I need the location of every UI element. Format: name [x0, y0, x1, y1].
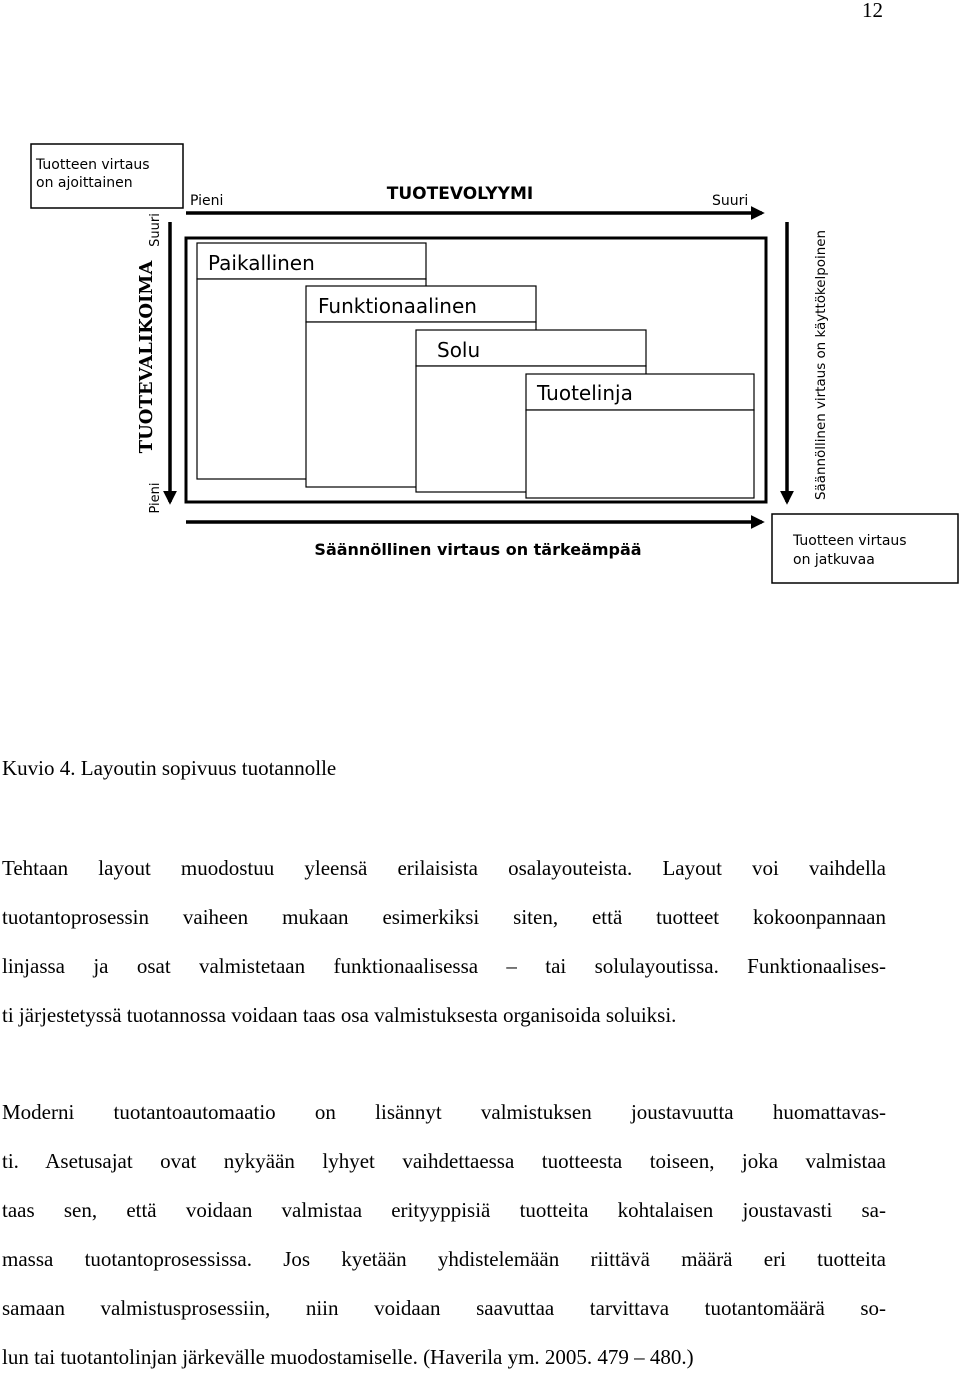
- layout-suitability-diagram: [0, 0, 960, 600]
- paragraph: [2, 1096, 886, 1390]
- corner-box-intermittent-line1: Tuotteen virtaus: [36, 157, 150, 173]
- top-axis-start-label: Pieni: [190, 193, 224, 209]
- corner-box-intermittent-line2: on ajoittainen: [36, 175, 133, 191]
- paragraph-line: massa tuotantoprosessissa. Jos kyetään yhdistelemään riittävä määrä eri tuotteita: [2, 1247, 886, 1271]
- paragraph-line: ti. Asetusajat ovat nykyään lyhyet vaihdettaessa tuotteesta toiseen, joka valmistaa: [2, 1149, 886, 1173]
- paragraph-line: linjassa ja osat valmistetaan funktionaalisessa – tai solulayoutissa. Funktionaalises-: [2, 954, 886, 978]
- paragraph: [2, 852, 886, 1048]
- paragraph-line: Moderni tuotantoautomaatio on lisännyt valmistuksen joustavuutta huomattavas-: [2, 1100, 886, 1124]
- top-axis-end-label: Suuri: [712, 193, 749, 209]
- paragraph-line: samaan valmistusprosessiin, niin voidaan saavuttaa tarvittava tuotantomäärä so-: [2, 1296, 886, 1320]
- corner-box-continuous-line1: Tuotteen virtaus: [793, 533, 907, 549]
- layout-box-tuotelinja: [526, 374, 754, 498]
- paragraph-line: ti järjestetyssä tuotannossa voidaan taas osa valmistuksesta organisoida soluiksi.: [2, 1003, 677, 1027]
- top-axis-title: TUOTEVOLYYMI: [386, 184, 534, 204]
- paragraph-line: lun tai tuotantolinjan järkevälle muodostamiselle. (Haverila ym. 2005. 479 – 480.): [2, 1345, 694, 1369]
- left-axis-start-label: Suuri: [148, 213, 163, 247]
- paragraph-line: Tehtaan layout muodostuu yleensä erilaisista osalayouteista. Layout voi vaihdella: [2, 856, 886, 880]
- right-axis-label: Säännöllinen virtaus on käyttökelpoinen: [814, 238, 829, 500]
- left-axis-end-label: Pieni: [148, 482, 163, 514]
- paragraph-line: taas sen, että voidaan valmistaa erityyppisiä tuotteita kohtalaisen joustavasti sa-: [2, 1198, 886, 1222]
- corner-box-continuous-line2: on jatkuvaa: [793, 552, 875, 568]
- layout-label-solu: Solu: [437, 338, 481, 362]
- layout-label-paikallinen: Paikallinen: [208, 251, 315, 275]
- figure-caption: Kuvio 4. Layoutin sopivuus tuotannolle: [2, 756, 337, 780]
- layout-label-tuotelinja: Tuotelinja: [537, 381, 633, 405]
- page-number: 12: [862, 0, 883, 22]
- paragraph-line: tuotantoprosessin vaiheen mukaan esimerkiksi siten, että tuotteet kokoonpannaan: [2, 905, 886, 929]
- bottom-axis-label: Säännöllinen virtaus on tärkeämpää: [314, 540, 642, 559]
- left-axis-title: TUOTEVALIKOIMA: [136, 260, 157, 454]
- layout-label-funktionaalinen: Funktionaalinen: [318, 294, 477, 318]
